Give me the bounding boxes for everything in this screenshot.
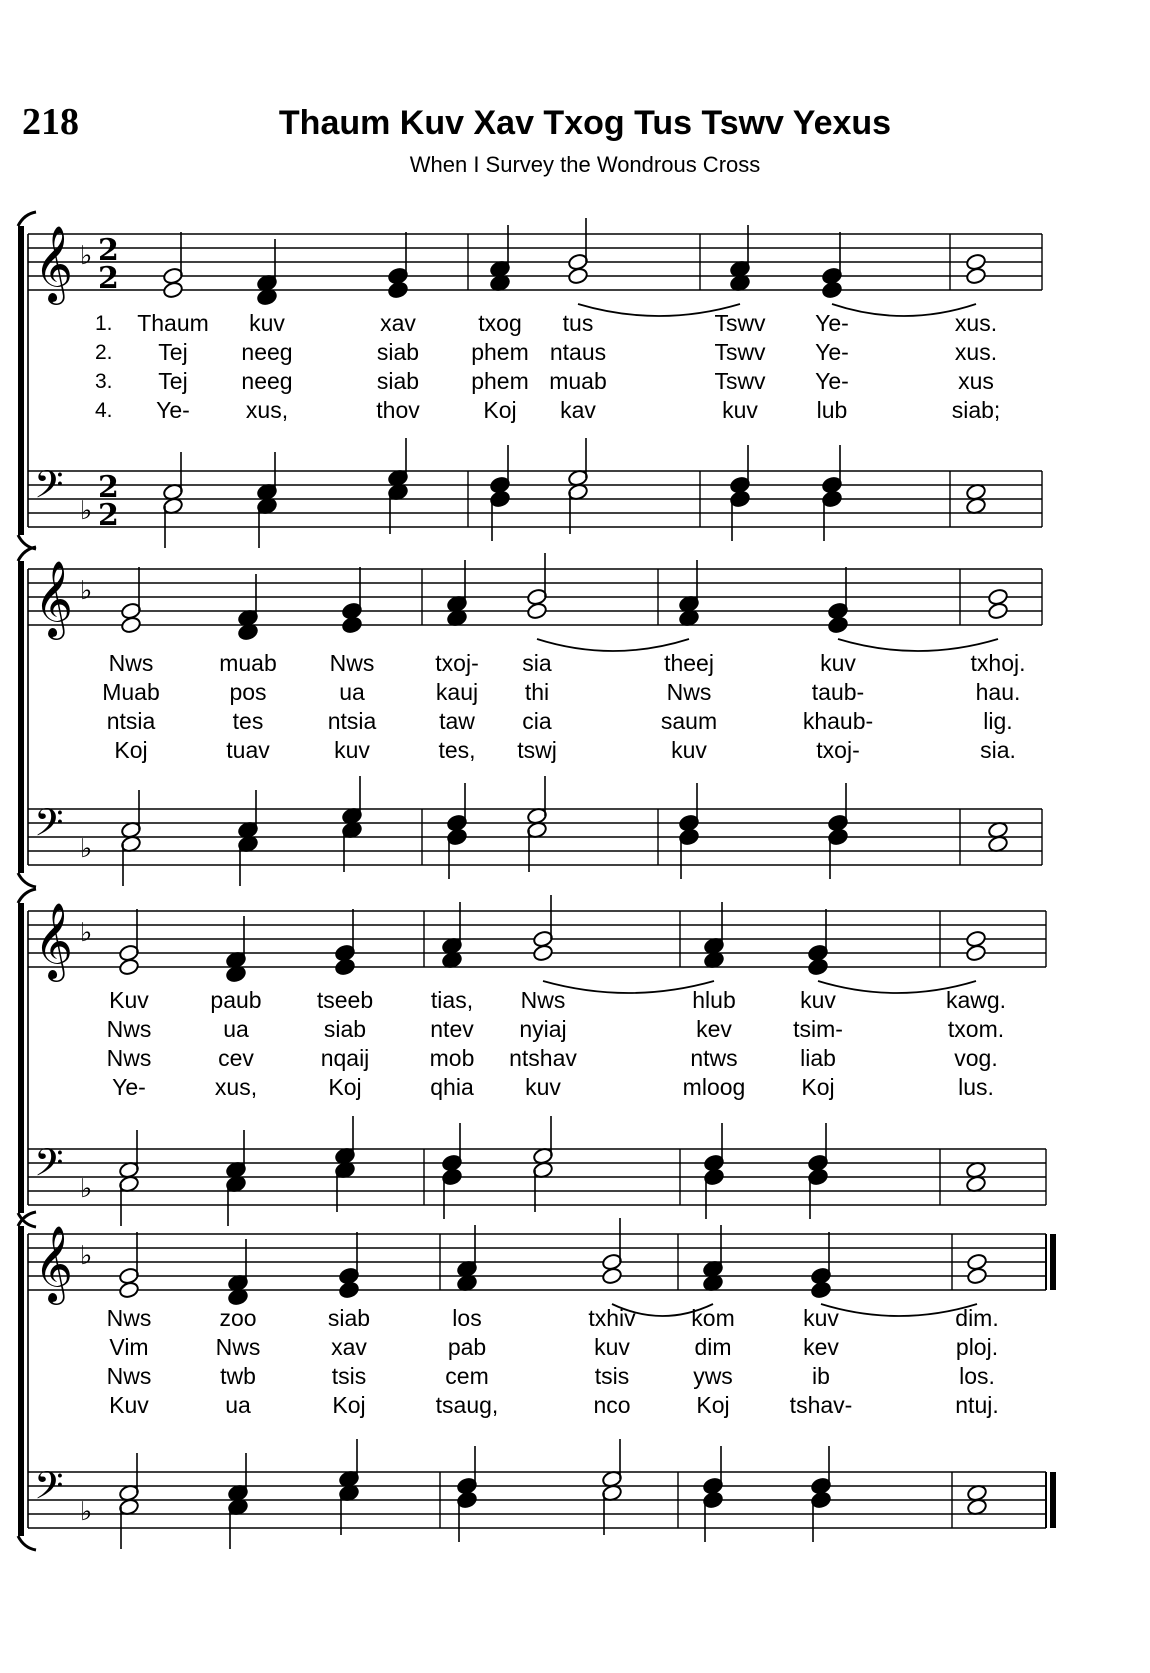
lyric-syllable: Nws <box>666 679 712 705</box>
lyric-line <box>0 1392 1150 1420</box>
lyric-syllable: Koj <box>332 1392 366 1418</box>
lyric-syllable: ploj. <box>955 1334 999 1360</box>
lyric-syllable: ntws <box>690 1045 738 1071</box>
lyric-syllable: kuv <box>800 987 836 1013</box>
lyric-syllable: ua <box>225 1392 251 1418</box>
lyric-syllable: tuav <box>226 737 270 763</box>
verse-number: 2. <box>95 341 113 364</box>
lyric-syllable: theej <box>664 650 714 676</box>
lyric-syllable: kom <box>691 1305 735 1331</box>
lyric-syllable: pos <box>229 679 267 705</box>
lyric-syllable: phem <box>471 339 529 365</box>
lyric-syllable: muab <box>219 650 277 676</box>
lyric-line <box>0 339 1150 367</box>
final-bar-line <box>1050 1234 1056 1290</box>
time-signature-denominator: 2 <box>98 261 119 296</box>
lyric-syllable: kawg. <box>945 987 1007 1013</box>
flat-key-signature-icon: ♭ <box>80 1174 93 1204</box>
lyric-syllable: vog. <box>954 1045 998 1071</box>
lyric-syllable: tes, <box>438 737 476 763</box>
lyric-line <box>0 397 1150 425</box>
treble-note <box>965 944 986 962</box>
lyric-syllable: kuv <box>525 1074 561 1100</box>
bracket-bottom-hook <box>18 873 36 887</box>
lyric-line <box>0 1363 1150 1391</box>
lyric-syllable: Muab <box>102 679 160 705</box>
lyric-syllable: hau. <box>975 679 1021 705</box>
lyric-syllable: sia <box>522 650 552 676</box>
lyric-syllable: cia <box>522 708 552 734</box>
lyric-syllable: neeg <box>241 368 293 394</box>
flat-key-signature-icon: ♭ <box>80 241 93 271</box>
final-bar-line <box>1050 1472 1056 1528</box>
lyric-syllable: tes <box>232 708 264 734</box>
lyric-syllable: zoo <box>219 1305 257 1331</box>
lyric-syllable: kuv <box>594 1334 630 1360</box>
lyric-syllable: kev <box>803 1334 839 1360</box>
lyric-syllable: mob <box>429 1045 475 1071</box>
lyric-syllable: ntev <box>430 1016 474 1042</box>
time-signature-numerator: 2 <box>98 233 119 268</box>
lyric-syllable: twb <box>220 1363 256 1389</box>
lyric-line <box>0 650 1150 678</box>
lyric-syllable: Vim <box>109 1334 149 1360</box>
lyric-syllable: kav <box>560 397 596 423</box>
lyric-syllable: Ye- <box>112 1074 146 1100</box>
bracket-top-hook <box>18 889 36 903</box>
lyric-syllable: kuv <box>249 310 285 336</box>
bass-clef-icon: 𝄢 <box>34 800 64 854</box>
lyric-syllable: xav <box>380 310 416 336</box>
lyric-syllable: Nws <box>106 1045 152 1071</box>
lyric-syllable: liab <box>800 1045 836 1071</box>
lyric-syllable: Tej <box>158 339 188 365</box>
lyric-syllable: kauj <box>435 679 479 705</box>
lyric-syllable: lig. <box>983 708 1013 734</box>
lyric-syllable: tsis <box>331 1363 367 1389</box>
lyric-syllable: Kuv <box>109 1392 149 1418</box>
lyric-syllable: lus. <box>958 1074 994 1100</box>
lyric-syllable: kuv <box>334 737 370 763</box>
lyric-syllable: tseeb <box>316 987 374 1013</box>
lyric-line <box>0 987 1150 1015</box>
lyric-syllable: taw <box>439 708 475 734</box>
lyric-syllable: txoj- <box>435 650 479 676</box>
lyric-line <box>0 708 1150 736</box>
flat-key-signature-icon: ♭ <box>80 918 93 948</box>
lyric-syllable: txhoj. <box>970 650 1026 676</box>
lyric-syllable: txog <box>478 310 522 336</box>
lyric-line <box>0 679 1150 707</box>
lyric-syllable: Nws <box>108 650 154 676</box>
lyric-syllable: Kuv <box>109 987 149 1013</box>
lyric-syllable: tsaug, <box>435 1392 499 1418</box>
lyric-syllable: taub- <box>811 679 865 705</box>
lyric-syllable: Ye- <box>815 310 849 336</box>
verse-number: 4. <box>95 399 113 422</box>
lyric-syllable: xus. <box>954 310 998 336</box>
lyric-syllable: Tswv <box>714 310 766 336</box>
lyric-syllable: Koj <box>696 1392 730 1418</box>
lyric-line <box>0 368 1150 396</box>
lyric-syllable: lub <box>816 397 848 423</box>
lyric-syllable: Koj <box>483 397 517 423</box>
lyric-syllable: siab <box>327 1305 371 1331</box>
lyric-syllable: kuv <box>722 397 758 423</box>
treble-note <box>118 1281 139 1299</box>
lyric-syllable: kuv <box>803 1305 839 1331</box>
lyric-syllable: xus, <box>214 1074 258 1100</box>
verse-number: 1. <box>95 312 113 335</box>
lyric-syllable: Koj <box>114 737 148 763</box>
lyric-line <box>0 1074 1150 1102</box>
hymn-title: Thaum Kuv Xav Txog Tus Tswv Yexus <box>278 104 892 142</box>
bracket-top-hook <box>18 547 36 561</box>
lyric-syllable: Ye- <box>815 368 849 394</box>
treble-note <box>810 1281 831 1299</box>
lyric-line <box>0 310 1150 338</box>
hymn-number: 218 <box>22 101 79 143</box>
verse-number: 3. <box>95 370 113 393</box>
lyric-syllable: Ye- <box>815 339 849 365</box>
lyric-syllable: ntsia <box>327 708 377 734</box>
lyric-line <box>0 737 1150 765</box>
lyric-syllable: tsis <box>594 1363 630 1389</box>
treble-note <box>341 616 362 634</box>
lyric-syllable: siab <box>376 368 420 394</box>
lyric-syllable: tswj <box>517 737 557 763</box>
lyric-syllable: los. <box>959 1363 995 1389</box>
flat-key-signature-icon: ♭ <box>80 496 93 526</box>
lyric-syllable: nyiaj <box>519 1016 567 1042</box>
flat-key-signature-icon: ♭ <box>80 576 93 606</box>
lyric-syllable: neeg <box>241 339 293 365</box>
lyric-syllable: sia. <box>980 737 1016 763</box>
lyric-line <box>0 1045 1150 1073</box>
lyric-syllable: dim <box>694 1334 732 1360</box>
treble-note <box>987 602 1008 620</box>
treble-note <box>567 267 588 285</box>
bass-clef-icon: 𝄢 <box>34 462 64 516</box>
flat-key-signature-icon: ♭ <box>80 1497 93 1527</box>
lyric-syllable: ntsia <box>106 708 156 734</box>
time-signature-denominator: 2 <box>98 498 119 533</box>
lyric-syllable: Nws <box>106 1016 152 1042</box>
lyric-syllable: xus. <box>954 339 998 365</box>
lyric-syllable: ntshav <box>509 1045 577 1071</box>
lyric-line <box>0 1305 1150 1333</box>
lyric-syllable: tshav- <box>789 1392 853 1418</box>
lyric-syllable: yws <box>693 1363 733 1389</box>
lyric-syllable: txom. <box>947 1016 1005 1042</box>
lyric-syllable: mloog <box>682 1074 746 1100</box>
lyric-syllable: tus <box>562 310 594 336</box>
lyric-syllable: thov <box>376 397 420 423</box>
lyric-syllable: txoj- <box>816 737 860 763</box>
lyric-syllable: Nws <box>215 1334 261 1360</box>
lyric-syllable: hlub <box>692 987 736 1013</box>
flat-key-signature-icon: ♭ <box>80 1241 93 1271</box>
lyric-syllable: muab <box>549 368 607 394</box>
treble-note <box>338 1281 359 1299</box>
lyric-line <box>0 1334 1150 1362</box>
lyric-syllable: nco <box>593 1392 631 1418</box>
bass-clef-icon: 𝄢 <box>34 1463 64 1517</box>
lyric-syllable: qhia <box>430 1074 474 1100</box>
treble-clef-icon: 𝄞 <box>34 902 74 979</box>
flat-key-signature-icon: ♭ <box>80 834 93 864</box>
lyric-syllable: paub <box>210 987 262 1013</box>
lyric-syllable: tsim- <box>793 1016 843 1042</box>
treble-note <box>601 1267 622 1285</box>
lyric-syllable: Tswv <box>714 368 766 394</box>
treble-note <box>821 281 842 299</box>
treble-note <box>966 1267 987 1285</box>
lyric-syllable: cem <box>445 1363 489 1389</box>
treble-note <box>118 958 139 976</box>
lyric-syllable: Nws <box>106 1305 152 1331</box>
lyric-syllable: nqaij <box>320 1045 370 1071</box>
bracket-bottom-hook <box>18 1536 36 1550</box>
lyric-syllable: kuv <box>820 650 856 676</box>
lyric-syllable: xus, <box>245 397 289 423</box>
lyric-syllable: kuv <box>671 737 707 763</box>
treble-note <box>162 281 183 299</box>
treble-note <box>827 616 848 634</box>
lyric-syllable: xav <box>331 1334 367 1360</box>
bracket-top-hook <box>18 212 36 226</box>
lyric-syllable: saum <box>660 708 718 734</box>
lyric-syllable: pab <box>447 1334 487 1360</box>
lyric-syllable: tias, <box>430 987 474 1013</box>
treble-note <box>120 616 141 634</box>
lyric-syllable: txhiv <box>588 1305 636 1331</box>
treble-note <box>807 958 828 976</box>
lyric-syllable: thi <box>524 679 550 705</box>
treble-clef-icon: 𝄞 <box>34 560 74 637</box>
treble-clef-icon: 𝄞 <box>34 1225 74 1302</box>
lyric-syllable: Ye- <box>156 397 190 423</box>
lyric-syllable: ua <box>339 679 365 705</box>
lyric-syllable: Tej <box>158 368 188 394</box>
lyric-syllable: ntaus <box>549 339 607 365</box>
lyric-syllable: phem <box>471 368 529 394</box>
treble-note <box>526 602 547 620</box>
lyric-syllable: los <box>452 1305 482 1331</box>
treble-note <box>532 944 553 962</box>
bass-clef-icon: 𝄢 <box>34 1140 64 1194</box>
treble-note <box>387 281 408 299</box>
lyric-syllable: Thaum <box>137 310 209 336</box>
lyric-syllable: kev <box>696 1016 732 1042</box>
treble-note <box>334 958 355 976</box>
hymn-subtitle: When I Survey the Wondrous Cross <box>409 152 761 177</box>
lyric-syllable: siab <box>376 339 420 365</box>
lyric-syllable: Nws <box>106 1363 152 1389</box>
treble-clef-icon: 𝄞 <box>34 225 74 302</box>
lyric-syllable: cev <box>218 1045 254 1071</box>
treble-note <box>965 267 986 285</box>
lyric-syllable: ua <box>223 1016 249 1042</box>
lyric-syllable: dim. <box>955 1305 999 1331</box>
lyric-syllable: siab; <box>951 397 1001 423</box>
lyric-syllable: khaub- <box>802 708 874 734</box>
time-signature-numerator: 2 <box>98 470 119 505</box>
lyric-syllable: Koj <box>328 1074 362 1100</box>
lyric-syllable: ib <box>812 1363 830 1389</box>
lyric-syllable: ntuj. <box>955 1392 999 1418</box>
lyric-line <box>0 1016 1150 1044</box>
lyric-syllable: Nws <box>520 987 566 1013</box>
lyric-syllable: Tswv <box>714 339 766 365</box>
lyric-syllable: siab <box>323 1016 367 1042</box>
lyric-syllable: Koj <box>801 1074 835 1100</box>
lyric-syllable: xus <box>958 368 994 394</box>
lyric-syllable: Nws <box>329 650 375 676</box>
